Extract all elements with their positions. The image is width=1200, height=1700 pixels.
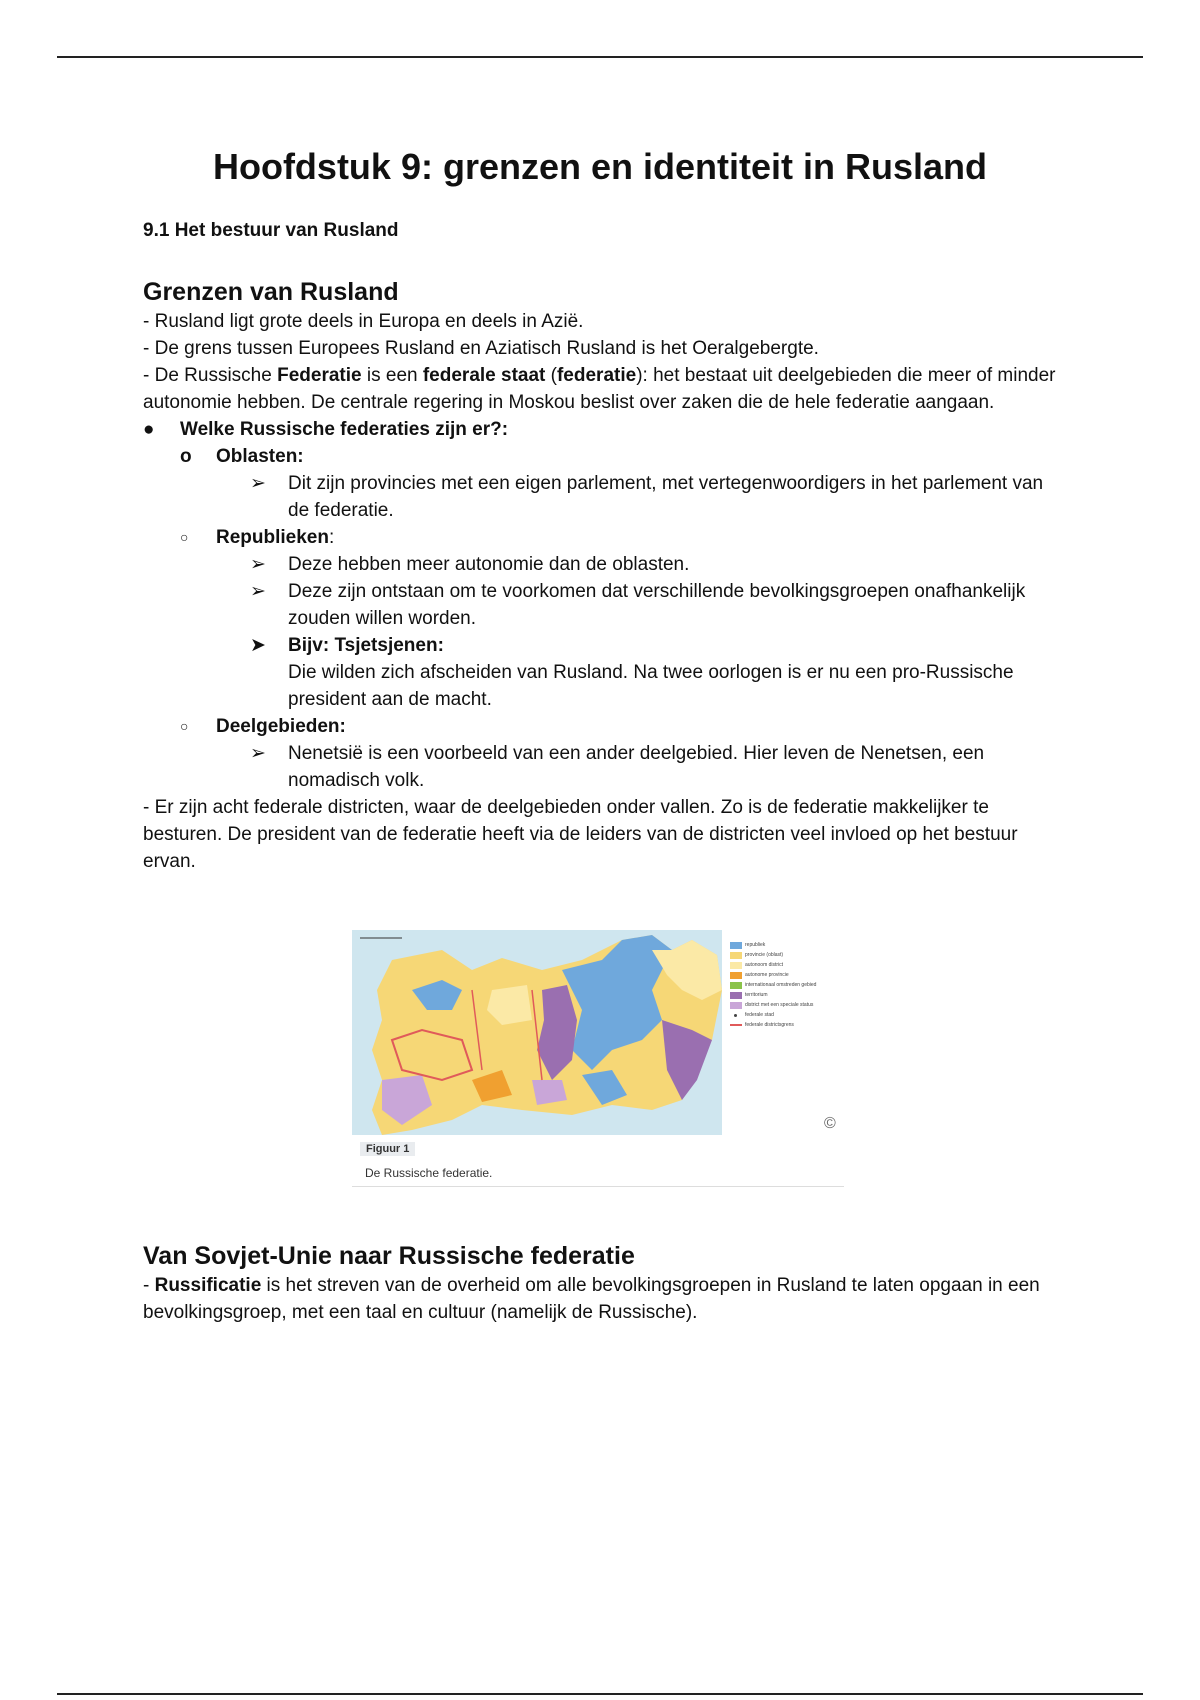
paragraph-federatie: - De Russische Federatie is een federale staat (federatie): het bestaat uit deelgebieden die meer of minder autonomie hebben. De centrale regering in Moskou beslist over zaken die de hele federatie aangaan. [143, 365, 1056, 413]
paragraph-districts: - Er zijn acht federale districten, waar de deelgebieden onder vallen. Zo is de federatie makkelijker te besturen. De president van de federatie heeft via de leiders van de districten veel invloed op het bestuur ervan. [143, 797, 1018, 872]
figure-label: Figuur 1 [360, 1142, 415, 1156]
section-sovjet-unie [143, 1240, 1063, 1326]
bullet-item: ● Welke Russische federaties zijn er?: [143, 416, 1063, 443]
section-heading-grenzen: Grenzen van Rusland [143, 278, 399, 306]
arrow-bullet-icon: ➢ [250, 743, 266, 764]
arrow-list-item: ➤ Bijv: Tsjetsjenen: [143, 632, 1063, 659]
legend-item: provincie (oblast) [730, 950, 816, 960]
circle-bullet-icon: ○ [180, 529, 189, 545]
list-item-oblasten: o Oblasten: [143, 443, 1063, 470]
arrow-bullet-icon: ➢ [250, 554, 266, 575]
arrow-list-item: ➢ Deze zijn ontstaan om te voorkomen dat verschillende bevolkingsgroepen onafhankelijk zouden willen worden. [143, 578, 1063, 632]
section-subheading: 9.1 Het bestuur van Rusland [143, 220, 399, 241]
legend-item: territorium [730, 990, 816, 1000]
figure-russian-federation-map [352, 930, 844, 1188]
section-heading-sovjet: Van Sovjet-Unie naar Russische federatie [143, 1242, 635, 1270]
paragraph-russificatie: - Russificatie is het streven van de overheid om alle bevolkingsgroepen in Rusland te laten opgaan in een bevolkingsgroep, met een taal en cultuur (namelijk de Russische). [143, 1275, 1040, 1323]
legend-item: republiek [730, 940, 816, 950]
map-legend [730, 940, 816, 1030]
arrow-list-item: ➢ Dit zijn provincies met een eigen parlement, met vertegenwoordigers in het parlement van de federatie. [143, 470, 1063, 524]
legend-item: federale districtsgrens [730, 1020, 816, 1030]
paragraph-line: - Rusland ligt grote deels in Europa en deels in Azië. [143, 311, 584, 332]
arrow-list-item: ➢ Deze hebben meer autonomie dan de oblasten. [143, 551, 1063, 578]
legend-item: internationaal omstreden gebied [730, 980, 816, 990]
paragraph-line: - De grens tussen Europees Rusland en Aziatisch Rusland is het Oeralgebergte. [143, 338, 819, 359]
bullet-icon: ● [143, 419, 155, 440]
arrow-bullet-icon: ➤ [250, 635, 266, 656]
copyright-icon: © [824, 1115, 836, 1132]
list-item-deelgebieden: ○ Deelgebieden: [143, 713, 1063, 740]
section-grenzen [143, 276, 1063, 875]
legend-item: autonoom district [730, 960, 816, 970]
legend-item: district met een speciale status [730, 1000, 816, 1010]
list-item-republieken: ○ Republieken: [143, 524, 1063, 551]
legend-item: autonome provincie [730, 970, 816, 980]
legend-item: federale stad [730, 1010, 816, 1020]
figure-caption: De Russische federatie. [365, 1166, 493, 1180]
figure-divider [352, 1186, 844, 1187]
page-title: Hoofdstuk 9: grenzen en identiteit in Rusland [212, 146, 988, 187]
top-rule [57, 56, 1143, 58]
bottom-rule [57, 1693, 1143, 1695]
arrow-list-item: ➢ Nenetsië is een voorbeeld van een ander deelgebied. Hier leven de Nenetsen, een nomadisch volk. [143, 740, 1063, 794]
circle-bullet-icon: o [180, 446, 192, 467]
circle-bullet-icon: ○ [180, 718, 189, 734]
example-text: Die wilden zich afscheiden van Rusland. Na twee oorlogen is er nu een pro-Russische president aan de macht. [288, 662, 1014, 710]
arrow-bullet-icon: ➢ [250, 473, 266, 494]
arrow-bullet-icon: ➢ [250, 581, 266, 602]
